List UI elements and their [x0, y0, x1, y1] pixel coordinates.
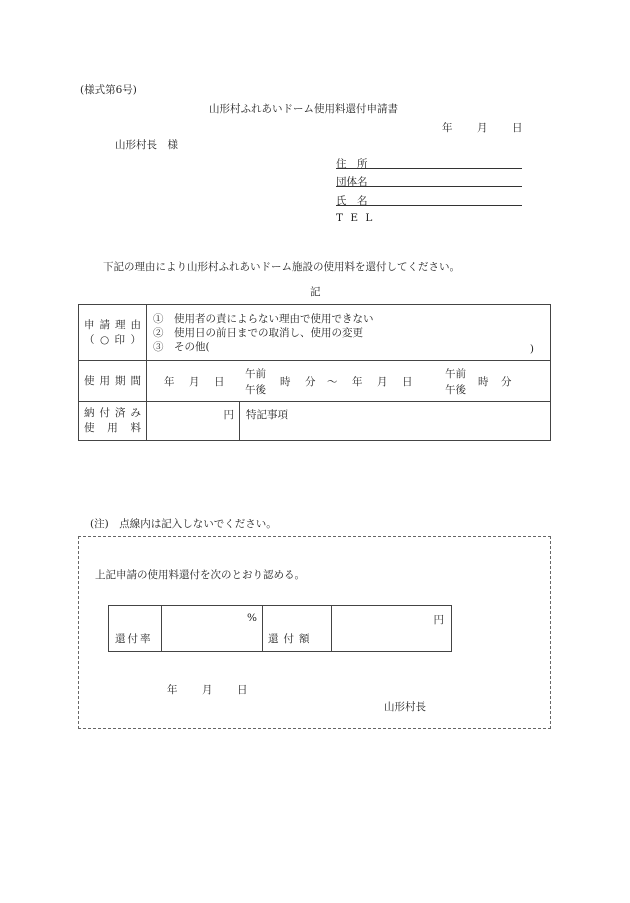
- period-start-month: 月: [189, 376, 200, 388]
- reason-options-cell: [147, 305, 551, 361]
- period-end-pm: 午後: [445, 384, 466, 396]
- paid-label-cell: [79, 402, 147, 441]
- reason-label-cell: [79, 305, 147, 361]
- name-field[interactable]: [336, 205, 522, 206]
- approval-signer: 山形村長: [384, 701, 426, 713]
- addressee: 山形村長 様: [115, 139, 178, 151]
- period-start-am: 午前: [245, 368, 266, 380]
- refund-rate-label-cell: [109, 606, 162, 652]
- period-end-minute: 分: [501, 376, 512, 388]
- notes-label: 特記事項: [246, 409, 288, 421]
- approval-date-month: 月: [202, 684, 213, 696]
- refund-table: [108, 605, 452, 652]
- name-label: 氏 名: [336, 195, 368, 207]
- note-text: (注) 点線内は記入しないでください。: [90, 518, 277, 530]
- approval-date-day: 日: [237, 684, 248, 696]
- approval-text: 上記申請の使用料還付を次のとおり認める。: [95, 569, 305, 581]
- period-label: 使用期間: [84, 374, 141, 387]
- group-label: 団体名: [336, 176, 368, 188]
- date-month-label: 月: [477, 122, 488, 134]
- reason-close-paren: ): [529, 343, 534, 355]
- reason-option-1[interactable]: ① 使用者の責によらない理由で使用できない: [153, 312, 374, 325]
- refund-amount-label-cell: [263, 606, 332, 652]
- period-start-day: 日: [214, 376, 225, 388]
- period-start-year: 年: [164, 376, 175, 388]
- date-year-label: 年: [442, 122, 453, 134]
- period-start-minute: 分: [305, 376, 316, 388]
- reason-label-sub: （○印）: [84, 333, 141, 346]
- reason-option-3[interactable]: ③ その他(: [153, 340, 210, 353]
- approval-date-year: 年: [167, 684, 178, 696]
- period-start-pm: 午後: [245, 384, 266, 396]
- reason-label: 申請理由: [84, 318, 141, 331]
- period-end-day: 日: [402, 376, 413, 388]
- ki-label: 記: [310, 286, 321, 298]
- form-number: (様式第6号): [80, 84, 137, 96]
- refund-amount-label: 還付額: [268, 633, 315, 645]
- notes-cell[interactable]: [240, 402, 551, 441]
- address-label: 住 所: [336, 158, 368, 170]
- form-title: 山形村ふれあいドーム使用料還付申請書: [209, 103, 398, 115]
- period-end-month: 月: [377, 376, 388, 388]
- paid-label: 納付済み: [84, 407, 141, 419]
- refund-percent: %: [247, 612, 257, 624]
- refund-yen: 円: [433, 614, 444, 626]
- period-cell[interactable]: [147, 361, 551, 402]
- refund-rate-cell[interactable]: [162, 606, 263, 652]
- address-field[interactable]: [336, 168, 522, 169]
- refund-amount-cell[interactable]: [332, 606, 452, 652]
- tel-label: T E L: [336, 212, 375, 224]
- paid-label-sub: 使用料: [84, 422, 141, 434]
- period-start-hour: 時: [280, 376, 291, 388]
- reason-option-2[interactable]: ② 使用日の前日までの取消し、使用の変更: [153, 326, 363, 339]
- application-table: [78, 304, 551, 441]
- request-text: 下記の理由により山形村ふれあいドーム施設の使用料を還付してください。: [103, 261, 460, 273]
- refund-rate-label: 還付率: [115, 633, 153, 645]
- group-field[interactable]: [336, 186, 522, 187]
- period-tilde: ～: [327, 376, 338, 388]
- period-end-hour: 時: [478, 376, 489, 388]
- paid-amount-cell[interactable]: [147, 402, 240, 441]
- period-end-am: 午前: [445, 368, 466, 380]
- period-label-cell: [79, 361, 147, 402]
- date-day-label: 日: [512, 122, 523, 134]
- period-end-year: 年: [352, 376, 363, 388]
- paid-yen: 円: [223, 409, 234, 421]
